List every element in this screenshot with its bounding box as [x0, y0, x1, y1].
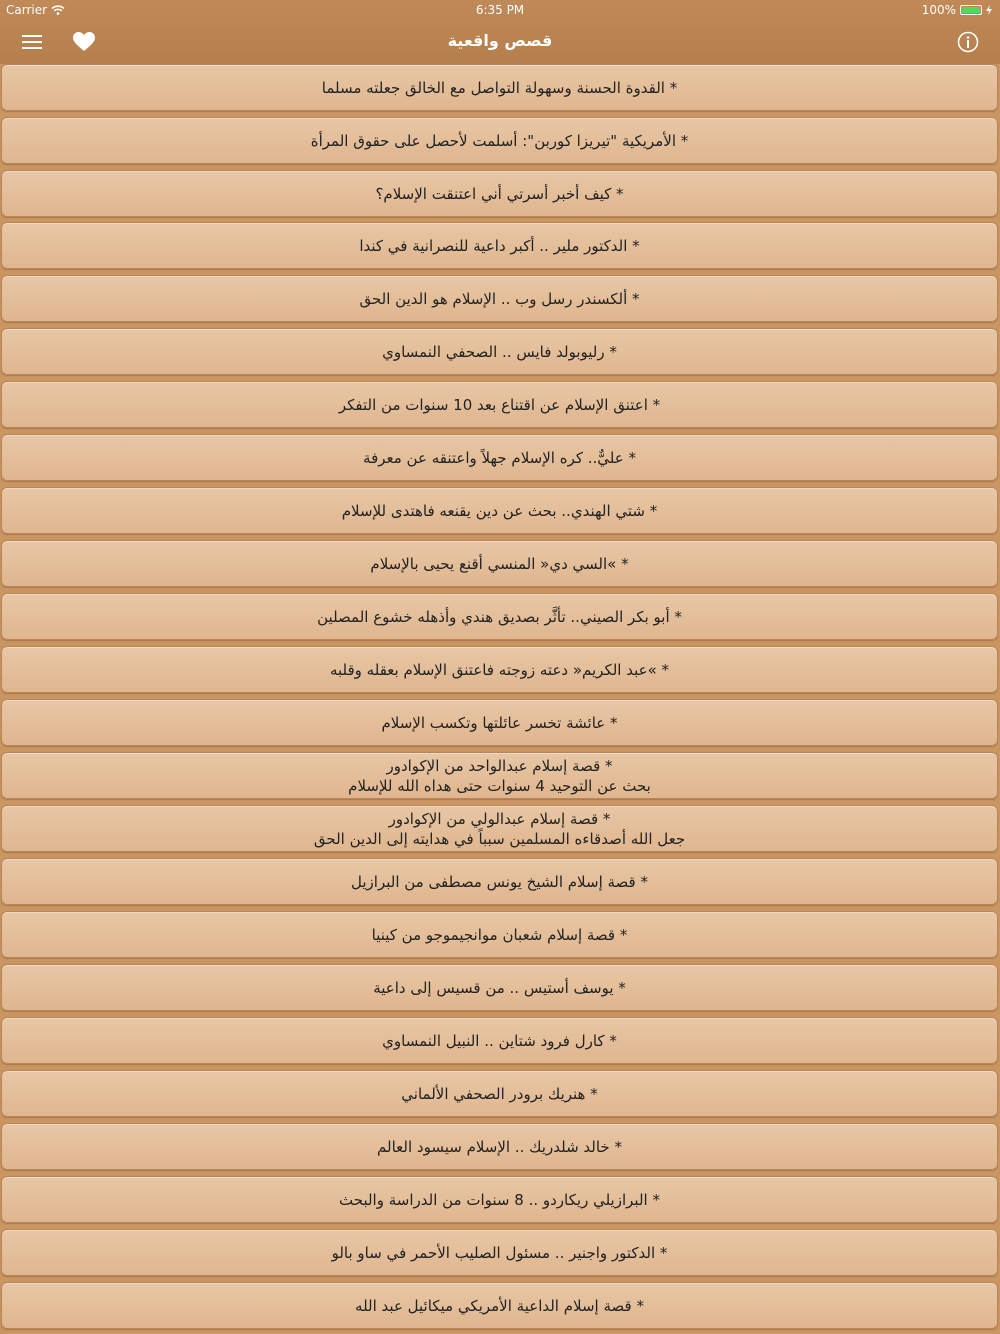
- story-title: * الدكتور ملير .. أكبر داعية للنصرانية في كندا: [359, 236, 640, 255]
- story-list-item[interactable]: [1, 752, 998, 799]
- carrier-label: Carrier: [6, 3, 48, 17]
- story-list-item[interactable]: [1, 1229, 998, 1276]
- story-list-item[interactable]: [1, 1282, 998, 1329]
- story-list-item[interactable]: [1, 911, 998, 958]
- story-title: * عائشة تخسر عائلتها وتكسب الإسلام: [381, 713, 618, 732]
- story-title: * قصة إسلام الداعية الأمريكي ميكائيل عبد الله: [355, 1296, 644, 1315]
- story-list-item[interactable]: [1, 964, 998, 1011]
- story-title: * ألكسندر رسل وب .. الإسلام هو الدين الحق: [359, 289, 640, 308]
- story-title: * قصة إسلام الشيخ يونس مصطفى من البرازيل: [351, 872, 648, 891]
- story-list-item[interactable]: [1, 117, 998, 164]
- story-title: * يوسف أستيس .. من قسيس إلى داعية: [373, 978, 626, 997]
- story-title: * قصة إسلام عبدالولي من الإكوادور جعل الله أصدقاءه المسلمين سبباً في هدايته إلى الدين الحق: [313, 809, 686, 848]
- story-list-item[interactable]: [1, 275, 998, 322]
- story-title: * خالد شلدريك .. الإسلام سيسود العالم: [377, 1137, 622, 1156]
- story-list-item[interactable]: [1, 858, 998, 905]
- battery-icon: [960, 5, 982, 15]
- story-title: * البرازيلي ريكاردو .. 8 سنوات من الدراسة والبحث: [339, 1190, 660, 1209]
- story-list-item[interactable]: [1, 222, 998, 269]
- story-list-item[interactable]: [1, 1123, 998, 1170]
- story-list-item[interactable]: [1, 593, 998, 640]
- status-battery: [922, 3, 992, 17]
- page-title: قصص واقعية: [447, 31, 553, 50]
- story-list-item[interactable]: [1, 487, 998, 534]
- story-list-item[interactable]: [1, 64, 998, 111]
- story-title: * شتي الهندي.. بحث عن دين يقنعه فاهتدى للإسلام: [341, 501, 658, 520]
- app-header: [0, 0, 1000, 64]
- story-list-item[interactable]: [1, 646, 998, 693]
- story-list-item[interactable]: [1, 381, 998, 428]
- story-title: * اعتنق الإسلام عن اقتناع بعد 10 سنوات من التفكر: [338, 395, 661, 414]
- story-list-item[interactable]: [1, 1070, 998, 1117]
- story-list-item[interactable]: [1, 1176, 998, 1223]
- story-title: * كيف أخبر أسرتي أني اعتنقت الإسلام؟: [375, 184, 624, 203]
- story-title: * القدوة الحسنة وسهولة التواصل مع الخالق جعلته مسلما: [321, 78, 678, 97]
- story-title: * »عبد الكريم« دعته زوجته فاعتنق الإسلام بعقله وقلبه: [329, 660, 670, 679]
- story-list-item[interactable]: [1, 699, 998, 746]
- story-title: * هنريك برودر الصحفي الألماني: [401, 1084, 598, 1103]
- story-title: * الدكتور واجنير .. مسئول الصليب الأحمر في ساو بالو: [331, 1243, 668, 1262]
- battery-percent: 100%: [921, 3, 956, 17]
- story-list-item[interactable]: [1, 328, 998, 375]
- story-list-item[interactable]: [1, 805, 998, 852]
- story-title: * عليٌّ.. كره الإسلام جهلاً واعتنقه عن معرفة: [363, 448, 636, 467]
- story-title: * الأمريكية "تيريزا كوربن": أسلمت لأحصل على حقوق المرأة: [310, 131, 689, 150]
- charging-icon: [986, 5, 992, 15]
- story-list-item[interactable]: [1, 170, 998, 217]
- story-list-item[interactable]: [1, 1017, 998, 1064]
- info-icon: [957, 31, 979, 53]
- story-title: * »السي دي« المنسي أقنع يحيى بالإسلام: [370, 554, 629, 573]
- nav-bar: [0, 20, 1000, 64]
- story-title: * رليوبولد فايس .. الصحفي النمساوي: [382, 342, 617, 361]
- story-title: * كارل فرود شتاين .. النبيل النمساوي: [382, 1031, 617, 1050]
- info-button[interactable]: [954, 28, 982, 56]
- story-list-item[interactable]: [1, 434, 998, 481]
- story-title: * أبو بكر الصيني.. تأثَّر بصديق هندي وأذهله خشوع المصلين: [317, 607, 682, 626]
- status-time: 6:35 PM: [475, 3, 525, 17]
- story-list: [0, 64, 1000, 1334]
- story-title: * قصة إسلام شعبان موانجيموجو من كينيا: [371, 925, 628, 944]
- story-title: * قصة إسلام عبدالواحد من الإكوادور بحث عن التوحيد 4 سنوات حتى هداه الله للإسلام: [348, 756, 651, 795]
- story-list-item[interactable]: [1, 540, 998, 587]
- status-bar: [0, 0, 1000, 20]
